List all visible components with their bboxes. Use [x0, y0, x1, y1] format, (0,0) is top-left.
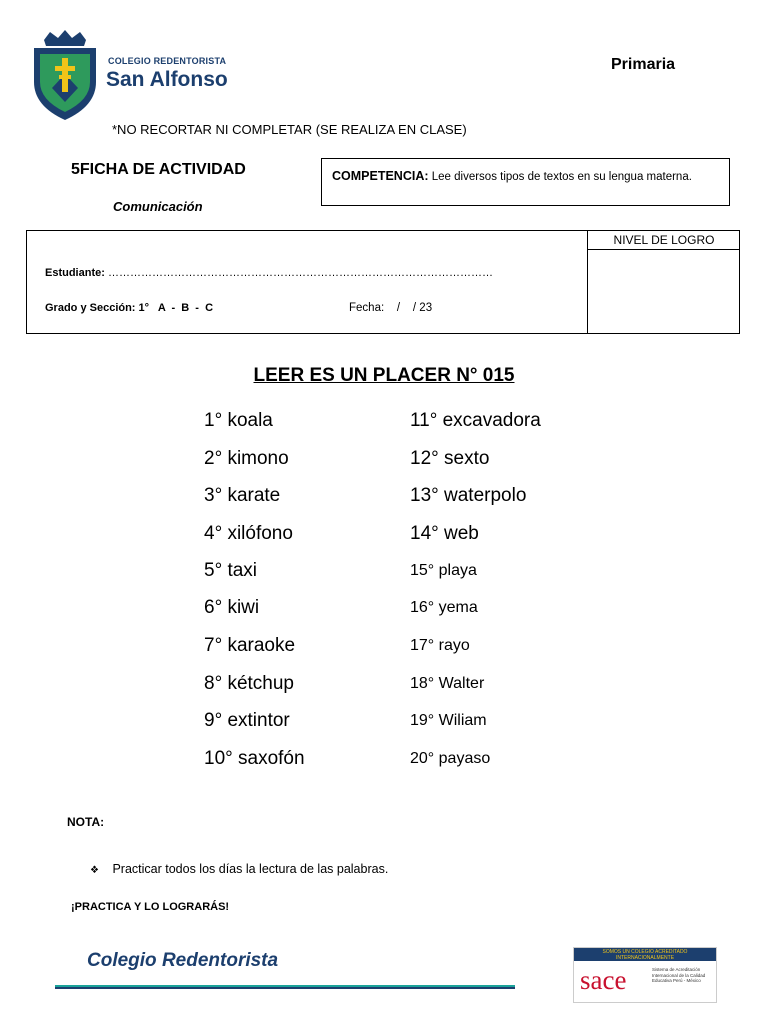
word-item: 4° xilófono	[204, 523, 293, 544]
word-item: 11° excavadora	[410, 410, 541, 431]
word-item: 8° kétchup	[204, 673, 294, 694]
sace-top-banner: SOMOS UN COLEGIO ACREDITADO INTERNACIONALMENTE	[574, 948, 716, 961]
school-name-small: COLEGIO REDENTORISTA	[108, 56, 227, 66]
word-item: 6° kiwi	[204, 597, 260, 618]
student-info-box	[26, 230, 740, 334]
word-item: 20° payaso	[410, 750, 491, 767]
competencia-text: Lee diversos tipos de textos en su lengua materna.	[431, 171, 692, 183]
word-item: 18° Walter	[410, 675, 485, 692]
word-item: 15° playa	[410, 562, 477, 579]
level-label: Primaria	[611, 56, 676, 73]
practice-text: ¡PRACTICA Y LO LOGRARÁS!	[71, 901, 230, 913]
footer-school-name: Colegio Redentorista	[87, 950, 279, 971]
student-line	[45, 267, 493, 279]
sace-accreditation-badge	[573, 947, 717, 1003]
nota-text: Practicar todos los días la lectura de las palabras.	[112, 862, 389, 876]
school-name: San Alfonso	[106, 68, 228, 91]
school-crest-logo	[30, 30, 100, 122]
word-item: 1° koala	[204, 410, 273, 431]
grado-value: 1° A - B - C	[138, 302, 214, 314]
sace-description: Sistema de Acreditación Internacional de la Calidad Educativa Perú - México	[652, 967, 706, 983]
word-item: 7° karaoke	[204, 635, 296, 656]
word-item: 5° taxi	[204, 560, 258, 581]
sace-logo: sace	[580, 965, 627, 995]
word-item: 9° extintor	[204, 710, 290, 731]
word-item: 2° kimono	[204, 448, 289, 469]
word-item: 3° karate	[204, 485, 281, 506]
word-item: 12° sexto	[410, 448, 490, 469]
word-item: 14° web	[410, 523, 479, 544]
notice-text: *NO RECORTAR NI COMPLETAR (SE REALIZA EN CLASE)	[112, 122, 467, 137]
word-item: 16° yema	[410, 599, 478, 616]
fecha-field: Fecha: / / 23	[349, 302, 433, 314]
grado-label: Grado y Sección:	[45, 302, 136, 314]
competencia-box	[321, 158, 730, 206]
diamond-bullet-icon: ❖	[90, 865, 99, 876]
nota-item	[90, 862, 388, 876]
grado-line	[45, 302, 213, 314]
nota-label: NOTA:	[67, 815, 105, 829]
word-item: 19° Wiliam	[410, 712, 487, 729]
reading-title: LEER ES UN PLACER N° 015	[253, 365, 515, 386]
nivel-logro-column	[587, 231, 740, 333]
student-label: Estudiante:	[45, 267, 105, 279]
word-item: 10° saxofón	[204, 748, 305, 769]
footer-divider	[55, 985, 515, 989]
student-name-field[interactable]: ……………………………………………………………………………………………	[107, 267, 493, 279]
competencia-label: COMPETENCIA:	[332, 169, 429, 183]
nivel-logro-header: NIVEL DE LOGRO	[588, 231, 740, 250]
word-item: 13° waterpolo	[410, 485, 527, 506]
subject-label: Comunicación	[113, 199, 203, 214]
ficha-title: 5FICHA DE ACTIVIDAD	[71, 161, 246, 178]
word-item: 17° rayo	[410, 637, 470, 654]
